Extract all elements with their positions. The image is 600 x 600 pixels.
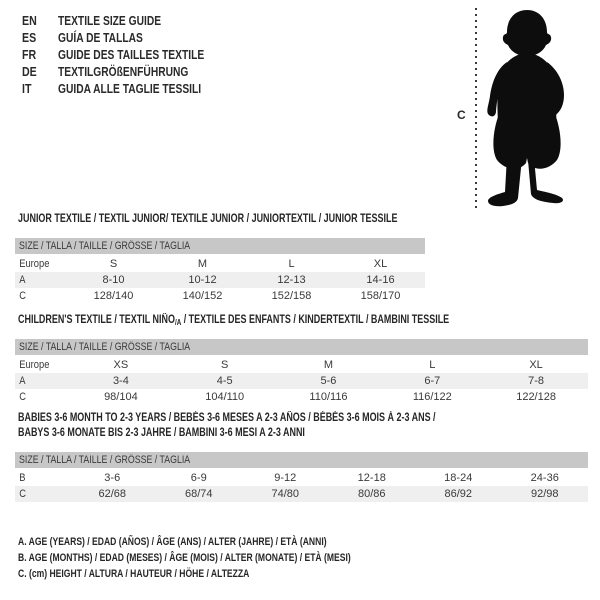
size-value: XS: [113, 359, 129, 371]
size-value: 116/122: [412, 391, 452, 403]
table-row: [15, 470, 588, 486]
table-body: [15, 256, 425, 304]
size-value: 12-13: [277, 274, 306, 286]
size-value: XL: [529, 359, 543, 371]
table-row: [15, 288, 425, 304]
language-label: GUÍA DE TALLAS: [58, 30, 143, 45]
size-header-label: SIZE / TALLA / TAILLE / GRÖSSE / TAGLIA: [19, 454, 191, 466]
size-value: L: [288, 258, 295, 270]
size-value: 3-4: [112, 375, 129, 387]
language-label: GUIDE DES TAILLES TEXTILE: [58, 47, 205, 62]
table-row: [15, 486, 588, 502]
size-header-label: SIZE / TALLA / TAILLE / GRÖSSE / TAGLIA: [19, 341, 191, 353]
size-value: 10-12: [188, 274, 217, 286]
size-value: 104/110: [205, 391, 245, 403]
table-body: [15, 357, 588, 405]
height-measure-label: C: [457, 108, 466, 122]
table-row: [15, 389, 588, 405]
size-value: 7-8: [528, 375, 545, 387]
size-value: L: [429, 359, 436, 371]
size-value: M: [323, 359, 334, 371]
size-value: 128/140: [93, 290, 134, 302]
size-value: 158/170: [360, 290, 401, 302]
row-label: A: [19, 375, 26, 387]
row-label: C: [19, 488, 27, 500]
table-title-text: CHILDREN'S TEXTILE / TEXTIL NIÑO: [18, 314, 175, 326]
table-title-line2: BABYS 3-6 MONATE BIS 2-3 JAHRE / BAMBINI 3-6 MESI A 2-3 ANNI: [18, 427, 305, 439]
table-title: JUNIOR TEXTILE / TEXTIL JUNIOR/ TEXTILE JUNIOR / JUNIORTEXTIL / JUNIOR TESSILE: [18, 213, 398, 225]
legend-line: B. AGE (MONTHS) / EDAD (MESES) / ÂGE (MOIS) / ALTER (MONATE) / ETÀ (MESI): [18, 552, 351, 564]
legend-line: C. (cm) HEIGHT / ALTURA / HAUTEUR / HÖHE / ALTEZZA: [18, 568, 250, 580]
size-value: 9-12: [274, 472, 297, 484]
table-title-text: / TEXTILE DES ENFANTS / KINDERTEXTIL / BAMBINI TESSILE: [181, 314, 450, 326]
size-header-bar: [15, 238, 425, 254]
size-value: S: [109, 258, 118, 270]
language-label: TEXTILGRÖßENFÜHRUNG: [58, 64, 189, 79]
row-label: Europe: [19, 258, 50, 270]
size-value: 18-24: [444, 472, 473, 484]
language-row: [22, 80, 236, 97]
size-value: 8-10: [102, 274, 125, 286]
size-value: 3-6: [104, 472, 121, 484]
language-code: IT: [22, 81, 32, 96]
height-measure-dotted-line: [475, 8, 477, 210]
language-label: TEXTILE SIZE GUIDE: [58, 13, 162, 28]
legend: [18, 534, 445, 582]
size-value: 98/104: [104, 391, 138, 403]
row-label: Europe: [19, 359, 50, 371]
language-row: [22, 29, 236, 46]
language-row: [22, 12, 236, 29]
row-label: B: [19, 472, 26, 484]
legend-line: A. AGE (YEARS) / EDAD (AÑOS) / ÂGE (ANS) / ALTER (JAHRE) / ETÀ (ANNI): [18, 536, 327, 548]
size-value: XL: [373, 258, 388, 270]
size-value: 74/80: [271, 488, 300, 500]
size-value: 12-18: [357, 472, 386, 484]
size-value: S: [221, 359, 229, 371]
language-code: ES: [22, 30, 37, 45]
baby-silhouette-icon: [483, 8, 567, 208]
table-title: [18, 313, 463, 328]
size-value: 80/86: [357, 488, 386, 500]
table-row: [15, 373, 588, 389]
size-header-label: SIZE / TALLA / TAILLE / GRÖSSE / TAGLIA: [19, 240, 191, 252]
language-row: [22, 46, 236, 63]
table-body: [15, 470, 588, 502]
size-value: 68/74: [184, 488, 213, 500]
row-label: C: [19, 391, 27, 403]
size-value: 24-36: [530, 472, 559, 484]
table-row: [15, 357, 588, 373]
size-value: 6-7: [424, 375, 441, 387]
size-value: 4-5: [216, 375, 233, 387]
size-value: 152/158: [271, 290, 312, 302]
size-header-bar: [15, 339, 588, 355]
size-value: 62/68: [98, 488, 127, 500]
table-title-line1: BABIES 3-6 MONTH TO 2-3 YEARS / BEBÉS 3-6 MESES A 2-3 AÑOS / BÉBÉS 3-6 MOIS À 2-3 ANS /: [18, 412, 436, 424]
size-value: M: [197, 258, 208, 270]
size-value: 86/92: [444, 488, 473, 500]
language-label: GUIDA ALLE TAGLIE TESSILI: [58, 81, 202, 96]
size-value: 122/128: [516, 391, 556, 403]
size-value: 6-9: [190, 472, 207, 484]
size-value: 14-16: [366, 274, 395, 286]
table-title-subscript: /A: [174, 318, 182, 327]
language-row: [22, 63, 236, 80]
size-value: 92/98: [530, 488, 559, 500]
table-row: [15, 256, 425, 272]
size-value: 110/116: [309, 391, 348, 403]
row-label: A: [19, 274, 26, 286]
language-list: [22, 12, 236, 97]
size-value: 5-6: [320, 375, 337, 387]
language-code: FR: [22, 47, 37, 62]
language-code: EN: [22, 13, 37, 28]
childrens-textile-table: [15, 313, 588, 405]
junior-textile-table: [15, 212, 425, 304]
row-label: C: [19, 290, 27, 302]
table-row: [15, 272, 425, 288]
size-value: 140/152: [182, 290, 223, 302]
babies-textile-table: [15, 411, 588, 502]
size-header-bar: [15, 452, 588, 468]
language-code: DE: [22, 64, 37, 79]
